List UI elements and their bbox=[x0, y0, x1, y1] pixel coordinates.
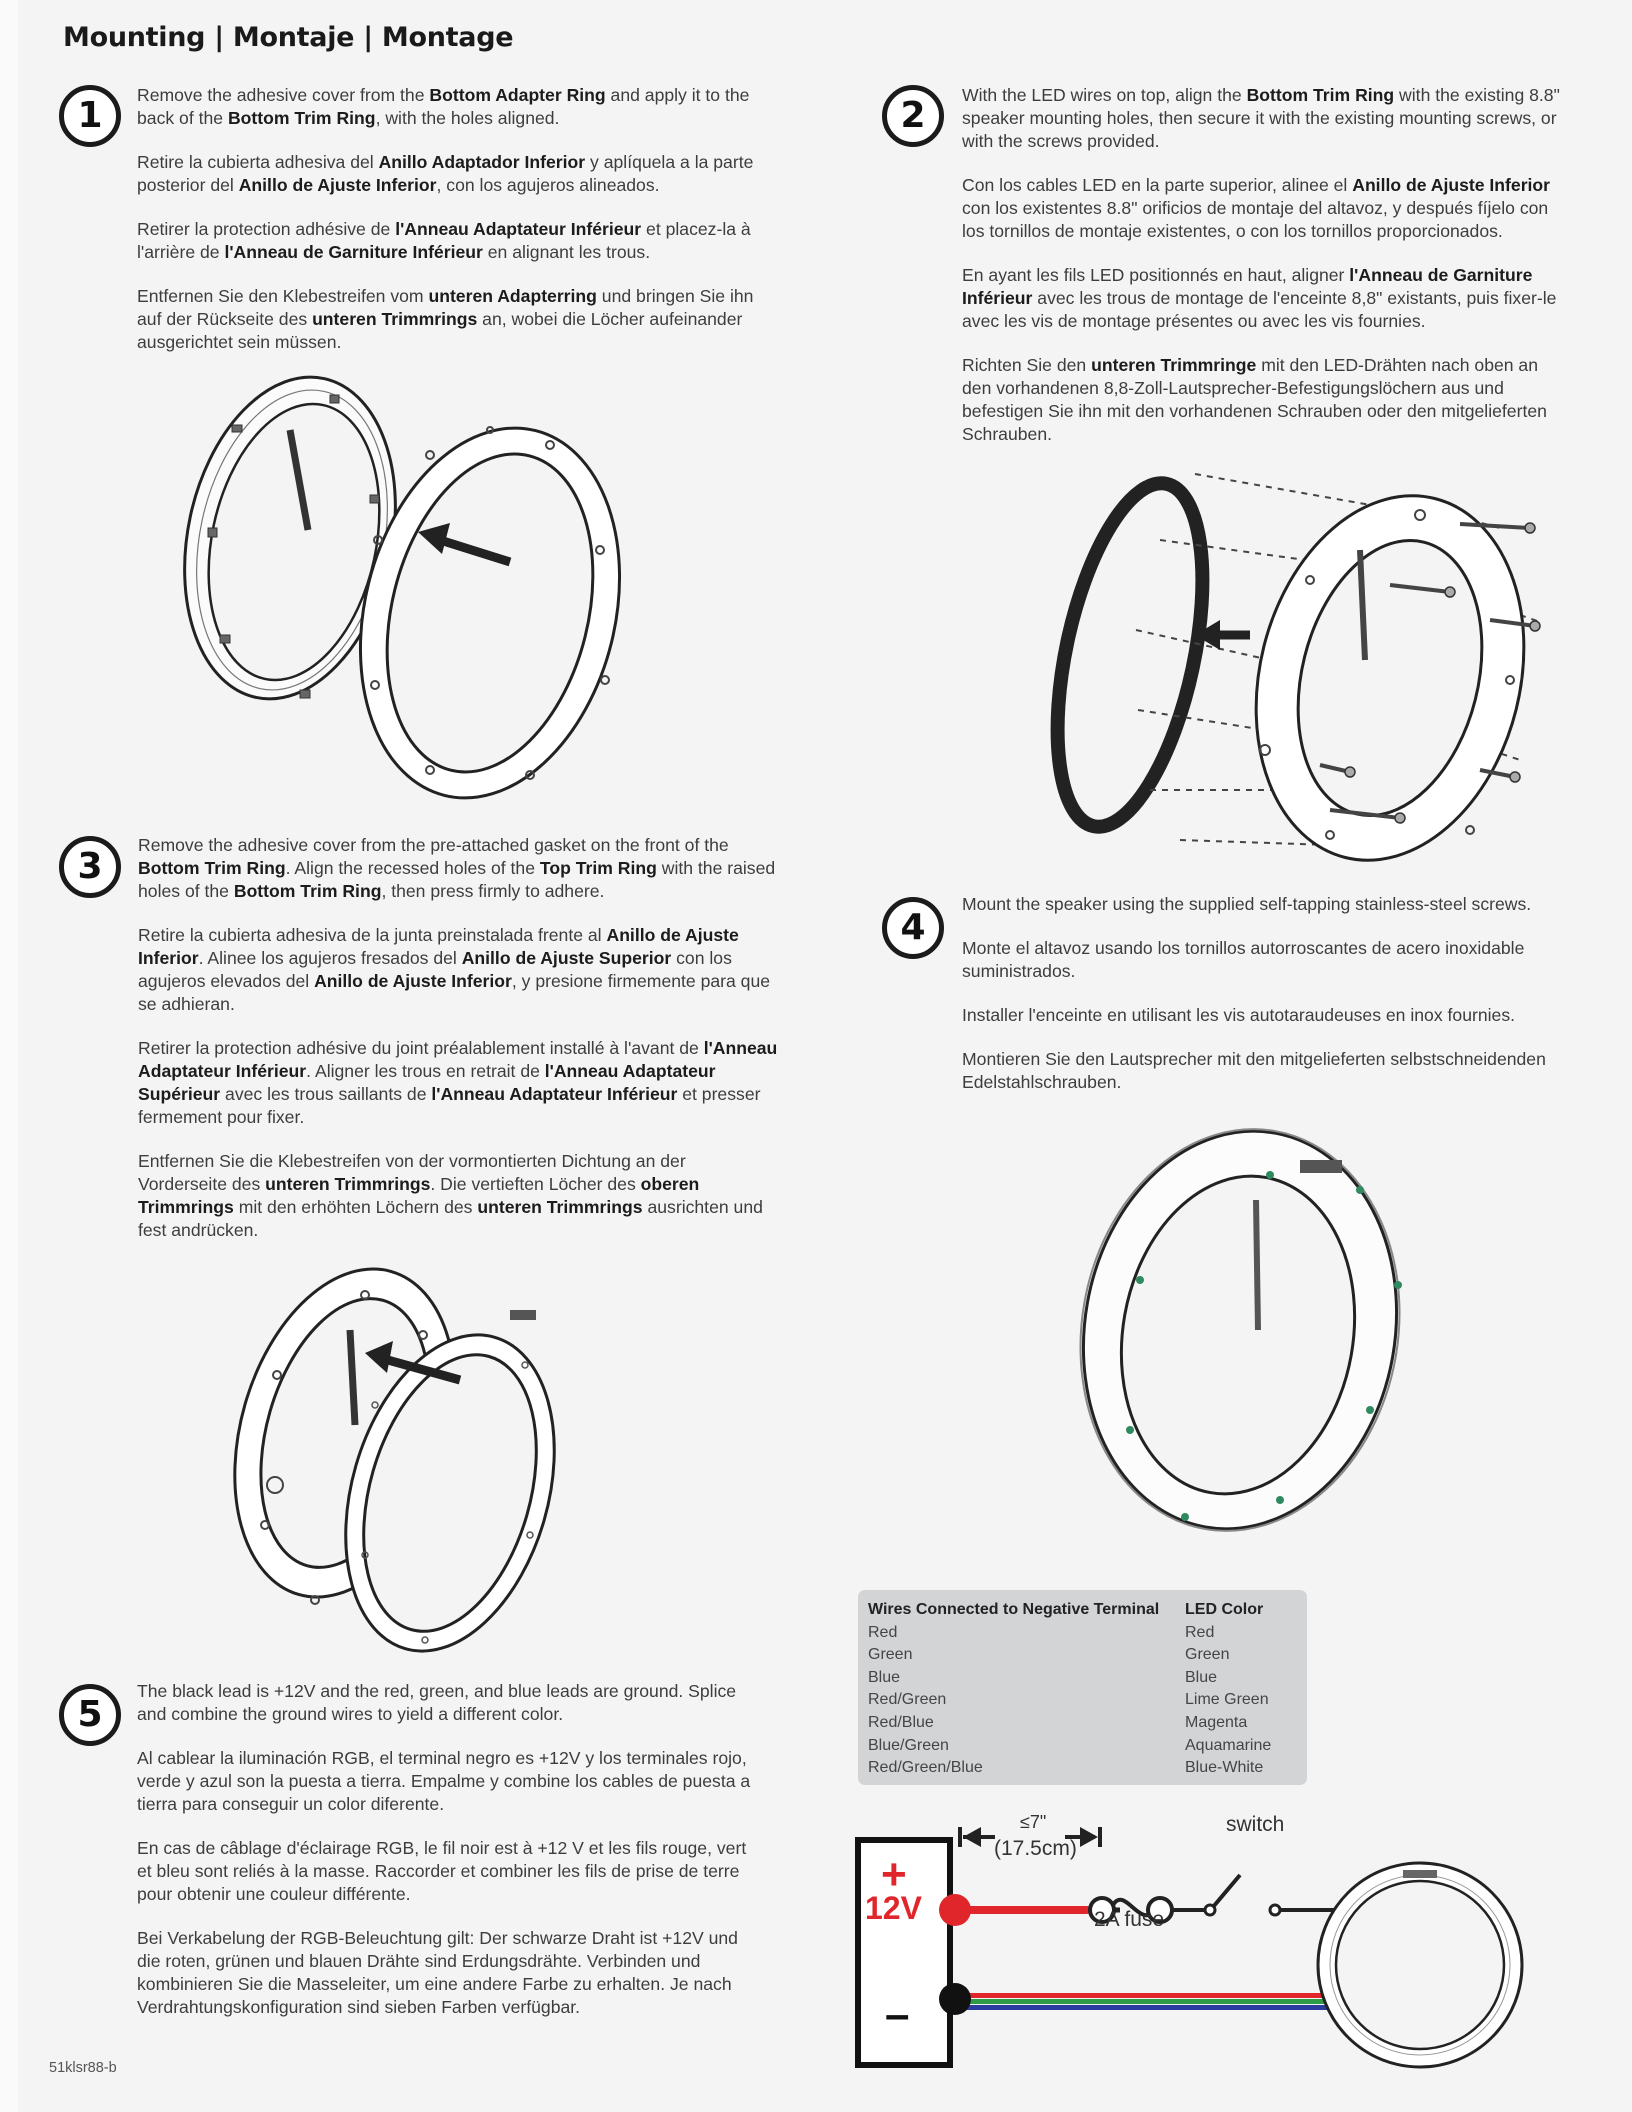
led-color-table bbox=[858, 1590, 1307, 1785]
step-3-illustration bbox=[225, 1255, 625, 1665]
mounted-speaker-ring bbox=[1049, 1104, 1430, 1557]
step-1-illustration bbox=[160, 370, 660, 810]
step-3-paragraph bbox=[138, 1150, 778, 1242]
text-segment: , with the holes aligned. bbox=[375, 108, 560, 128]
table-cell-wires: Red bbox=[868, 1623, 898, 1641]
part-name: l'Anneau Adaptateur Inférieur bbox=[138, 1038, 778, 1081]
step-3-number: 3 bbox=[59, 836, 121, 898]
part-name: Bottom Trim Ring bbox=[227, 108, 376, 128]
part-name: unteren Trimmrings bbox=[265, 1174, 431, 1194]
text-segment: , then press firmly to adhere. bbox=[381, 881, 605, 901]
step-1-paragraph bbox=[137, 285, 777, 354]
table-cell-led-color: Aquamarine bbox=[1185, 1736, 1272, 1754]
table-cell-led-color: Lime Green bbox=[1185, 1691, 1269, 1709]
part-name: unteren Trimmringe bbox=[1091, 355, 1257, 375]
text-segment: avec les trous de montage de l'enceinte 8,8" existants, puis fixer-le avec les vis de montage présentes ou avec les vis fournies. bbox=[962, 288, 1557, 331]
battery-plus: + bbox=[881, 1850, 907, 1899]
text-segment: Remove the adhesive cover from the pre-attached gasket on the front of the bbox=[138, 835, 729, 855]
switch-label: switch bbox=[1226, 1813, 1285, 1836]
text-segment: et presser fermement pour fixer. bbox=[138, 1084, 761, 1127]
part-name: l'Anneau Adaptateur Inférieur bbox=[395, 219, 642, 239]
step-1-paragraph bbox=[137, 84, 777, 130]
text-segment: , con los agujeros alineados. bbox=[436, 175, 660, 195]
led-color-column bbox=[1185, 1599, 1305, 1780]
text-segment: an, wobei die Löcher aufeinander ausgerichtet sein müssen. bbox=[137, 309, 743, 352]
step-4-text bbox=[962, 893, 1572, 1115]
table-cell-wires: Red/Green/Blue bbox=[868, 1759, 983, 1777]
step-3-text bbox=[138, 834, 778, 1263]
page-edge bbox=[0, 0, 18, 2112]
step-4-paragraph bbox=[962, 937, 1572, 983]
distance-label: ≤7" bbox=[1020, 1812, 1047, 1832]
part-name: l'Anneau Adaptateur Supérieur bbox=[138, 1061, 716, 1104]
part-name: Bottom Trim Ring bbox=[138, 858, 286, 878]
text-segment: et placez-la à l'arrière de bbox=[137, 219, 751, 262]
step-1-paragraph bbox=[137, 218, 777, 264]
wiring-diagram bbox=[855, 1805, 1515, 2075]
part-name: Anillo de Ajuste Inferior bbox=[314, 971, 512, 991]
text-segment: y aplíquela a la parte posterior del bbox=[137, 152, 754, 195]
text-segment: En cas de câblage d'éclairage RGB, le fil noir est à +12 V et les fils rouge, vert et bleu sont reliés à la masse. Raccorder et combiner les fils de prise de terre pour obtenir une couleur différente. bbox=[137, 1838, 747, 1904]
text-segment: mit den erhöhten Löchern des bbox=[233, 1197, 478, 1217]
part-name: Anillo de Ajuste Inferior bbox=[1352, 175, 1551, 195]
text-segment: Mount the speaker using the supplied self-tapping stainless-steel screws. bbox=[962, 894, 1532, 914]
table-cell-wires: Red/Blue bbox=[868, 1713, 934, 1731]
speaker-ring-icon bbox=[1318, 1863, 1522, 2067]
part-name: Anillo Adaptador Inferior bbox=[378, 152, 586, 172]
table-cell-led-color: Blue-White bbox=[1185, 1759, 1264, 1777]
step-3-paragraph bbox=[138, 834, 778, 903]
part-name: unteren Trimmrings bbox=[477, 1197, 643, 1217]
battery-minus: – bbox=[885, 1990, 910, 2039]
step-5-paragraph bbox=[137, 1927, 757, 2019]
text-segment: con los agujeros elevados del bbox=[138, 948, 732, 991]
part-name: Bottom Trim Ring bbox=[1246, 85, 1395, 105]
text-segment: with the raised holes of the bbox=[138, 858, 776, 901]
text-segment: , y presione firmemente para que se adhieran. bbox=[138, 971, 771, 1014]
table-cell-wires: Green bbox=[868, 1646, 913, 1664]
text-segment: avec les trous saillants de bbox=[220, 1084, 432, 1104]
trim-ring bbox=[1219, 467, 1561, 889]
step-2-illustration bbox=[1030, 450, 1590, 860]
text-segment: Retire la cubierta adhesiva del bbox=[137, 152, 379, 172]
text-segment: Retire la cubierta adhesiva de la junta preinstalada frente al bbox=[138, 925, 607, 945]
wires-column bbox=[868, 1599, 1168, 1780]
step-5-number: 5 bbox=[59, 1684, 121, 1746]
table-cell-wires: Blue/Green bbox=[868, 1736, 949, 1754]
text-segment: Remove the adhesive cover from the bbox=[137, 85, 430, 105]
step-5-text bbox=[137, 1680, 757, 2040]
part-name: l'Anneau de Garniture Inférieur bbox=[962, 265, 1533, 308]
step-4-number: 4 bbox=[882, 897, 944, 959]
text-segment: En ayant les fils LED positionnés en haut, aligner bbox=[962, 265, 1350, 285]
text-segment: Monte el altavoz usando los tornillos autorroscantes de acero inoxidable suministrados. bbox=[962, 938, 1525, 981]
battery-voltage: 12V bbox=[865, 1890, 922, 1926]
part-name: l'Anneau Adaptateur Inférieur bbox=[431, 1084, 678, 1104]
step-2-text bbox=[962, 84, 1572, 467]
text-segment: und bringen Sie ihn auf der Rückseite des bbox=[137, 286, 754, 329]
part-name: oberen Trimmrings bbox=[138, 1174, 700, 1217]
step-2-paragraph bbox=[962, 174, 1572, 243]
text-segment: The black lead is +12V and the red, green, and blue leads are ground. Splice and combine the ground wires to yield a different color. bbox=[137, 1681, 737, 1724]
text-segment: . Align the recessed holes of the bbox=[285, 858, 540, 878]
table-cell-led-color: Blue bbox=[1185, 1668, 1218, 1686]
step-1-text bbox=[137, 84, 777, 375]
part-name: Bottom Trim Ring bbox=[233, 881, 382, 901]
part-name: Bottom Adapter Ring bbox=[429, 85, 606, 105]
wires-header: Wires Connected to Negative Terminal bbox=[868, 1601, 1160, 1618]
step-5-paragraph bbox=[137, 1747, 757, 1816]
text-segment: ausrichten und fest andrücken. bbox=[138, 1197, 763, 1240]
table-cell-led-color: Green bbox=[1185, 1646, 1230, 1664]
text-segment: Bei Verkabelung der RGB-Beleuchtung gilt: Der schwarze Draht ist +12V und die roten, grünen und blauen Drähte sind Erdungsdrähte. Verbinden und kombinieren Sie die Masseleiter, um eine andere Farbe zu erhalten. Je nach Verdrahtungskonfiguration sind sieben Farben verfügbar. bbox=[137, 1928, 738, 2017]
text-segment: with the existing 8.8" speaker mounting holes, then secure it with the existing mounting screws, or with the screws provided. bbox=[962, 85, 1560, 151]
document-code: 51klsr88-b bbox=[49, 2060, 117, 2076]
text-segment: Retirer la protection adhésive de bbox=[137, 219, 396, 239]
text-segment: Entfernen Sie den Klebestreifen vom bbox=[137, 286, 429, 306]
part-name: unteren Adapterring bbox=[428, 286, 597, 306]
table-cell-led-color: Red bbox=[1185, 1623, 1215, 1641]
gasket bbox=[1031, 471, 1229, 840]
text-segment: mit den LED-Drähten nach oben an den vorhandenen 8,8-Zoll-Lautsprecher-Befestigungslöchern aus und befestigen Sie ihn mit den vorhandenen Schrauben oder den mitgelieferten Schrauben. bbox=[962, 355, 1547, 444]
led-color-header: LED Color bbox=[1185, 1601, 1264, 1618]
table-cell-wires: Red/Green bbox=[868, 1691, 947, 1709]
text-segment: Al cablear la iluminación RGB, el terminal negro es +12V y los terminales rojo, verde y azul son la puesta a tierra. Empalme y combine los cables de puesta a tierra para conseguir un color diferente. bbox=[137, 1748, 751, 1814]
part-name: Anillo de Ajuste Inferior bbox=[238, 175, 437, 195]
text-segment: With the LED wires on top, align the bbox=[962, 85, 1247, 105]
text-segment: Entfernen Sie die Klebestreifen von der vormontierten Dichtung an der Vorderseite des bbox=[138, 1151, 686, 1194]
step-5-paragraph bbox=[137, 1837, 757, 1906]
step-2-paragraph bbox=[962, 264, 1572, 333]
text-segment: Richten Sie den bbox=[962, 355, 1092, 375]
table-cell-led-color: Magenta bbox=[1185, 1713, 1248, 1731]
part-name: Anillo de Ajuste Inferior bbox=[138, 925, 739, 968]
step-4-paragraph bbox=[962, 893, 1572, 916]
text-segment: Montieren Sie den Lautsprecher mit den mitgelieferten selbstschneidenden Edelstahlschrauben. bbox=[962, 1049, 1546, 1092]
step-5-paragraph bbox=[137, 1680, 757, 1726]
logo-badge bbox=[510, 1310, 536, 1320]
logo-badge bbox=[1300, 1160, 1342, 1173]
step-2-paragraph bbox=[962, 354, 1572, 446]
part-name: Anillo de Ajuste Superior bbox=[461, 948, 672, 968]
table-cell-wires: Blue bbox=[868, 1668, 901, 1686]
switch-icon bbox=[1213, 1875, 1240, 1907]
step-1-paragraph bbox=[137, 151, 777, 197]
text-segment: Retirer la protection adhésive du joint préalablement installé à l'avant de bbox=[138, 1038, 704, 1058]
text-segment: en alignant les trous. bbox=[482, 242, 651, 262]
text-segment: and apply it to the back of the bbox=[137, 85, 750, 128]
page-title: Mounting | Montaje | Montage bbox=[63, 22, 514, 53]
text-segment: . Alinee los agujeros fresados del bbox=[198, 948, 462, 968]
part-name: unteren Trimmrings bbox=[312, 309, 478, 329]
step-1-number: 1 bbox=[59, 85, 121, 147]
text-segment: con los existentes 8.8" orificios de montaje del altavoz, y después fíjelo con los tornillos de montaje existentes, o con los tornillos proporcionados. bbox=[962, 198, 1549, 241]
step-2-number: 2 bbox=[882, 85, 944, 147]
step-3-paragraph bbox=[138, 1037, 778, 1129]
step-4-paragraph bbox=[962, 1048, 1572, 1094]
fuse-label: 2A fuse bbox=[1094, 1908, 1165, 1931]
step-3-paragraph bbox=[138, 924, 778, 1016]
text-segment: . Aligner les trous en retrait de bbox=[306, 1061, 545, 1081]
part-name: Top Trim Ring bbox=[539, 858, 657, 878]
text-segment: Installer l'enceinte en utilisant les vis autotaraudeuses en inox fournies. bbox=[962, 1005, 1516, 1025]
part-name: l'Anneau de Garniture Inférieur bbox=[224, 242, 483, 262]
step-4-paragraph bbox=[962, 1004, 1572, 1027]
step-2-paragraph bbox=[962, 84, 1572, 153]
text-segment: . Die vertieften Löcher des bbox=[430, 1174, 641, 1194]
text-segment: Con los cables LED en la parte superior, alinee el bbox=[962, 175, 1353, 195]
distance-metric-label: (17.5cm) bbox=[994, 1837, 1077, 1860]
step-4-illustration bbox=[1060, 1115, 1420, 1545]
